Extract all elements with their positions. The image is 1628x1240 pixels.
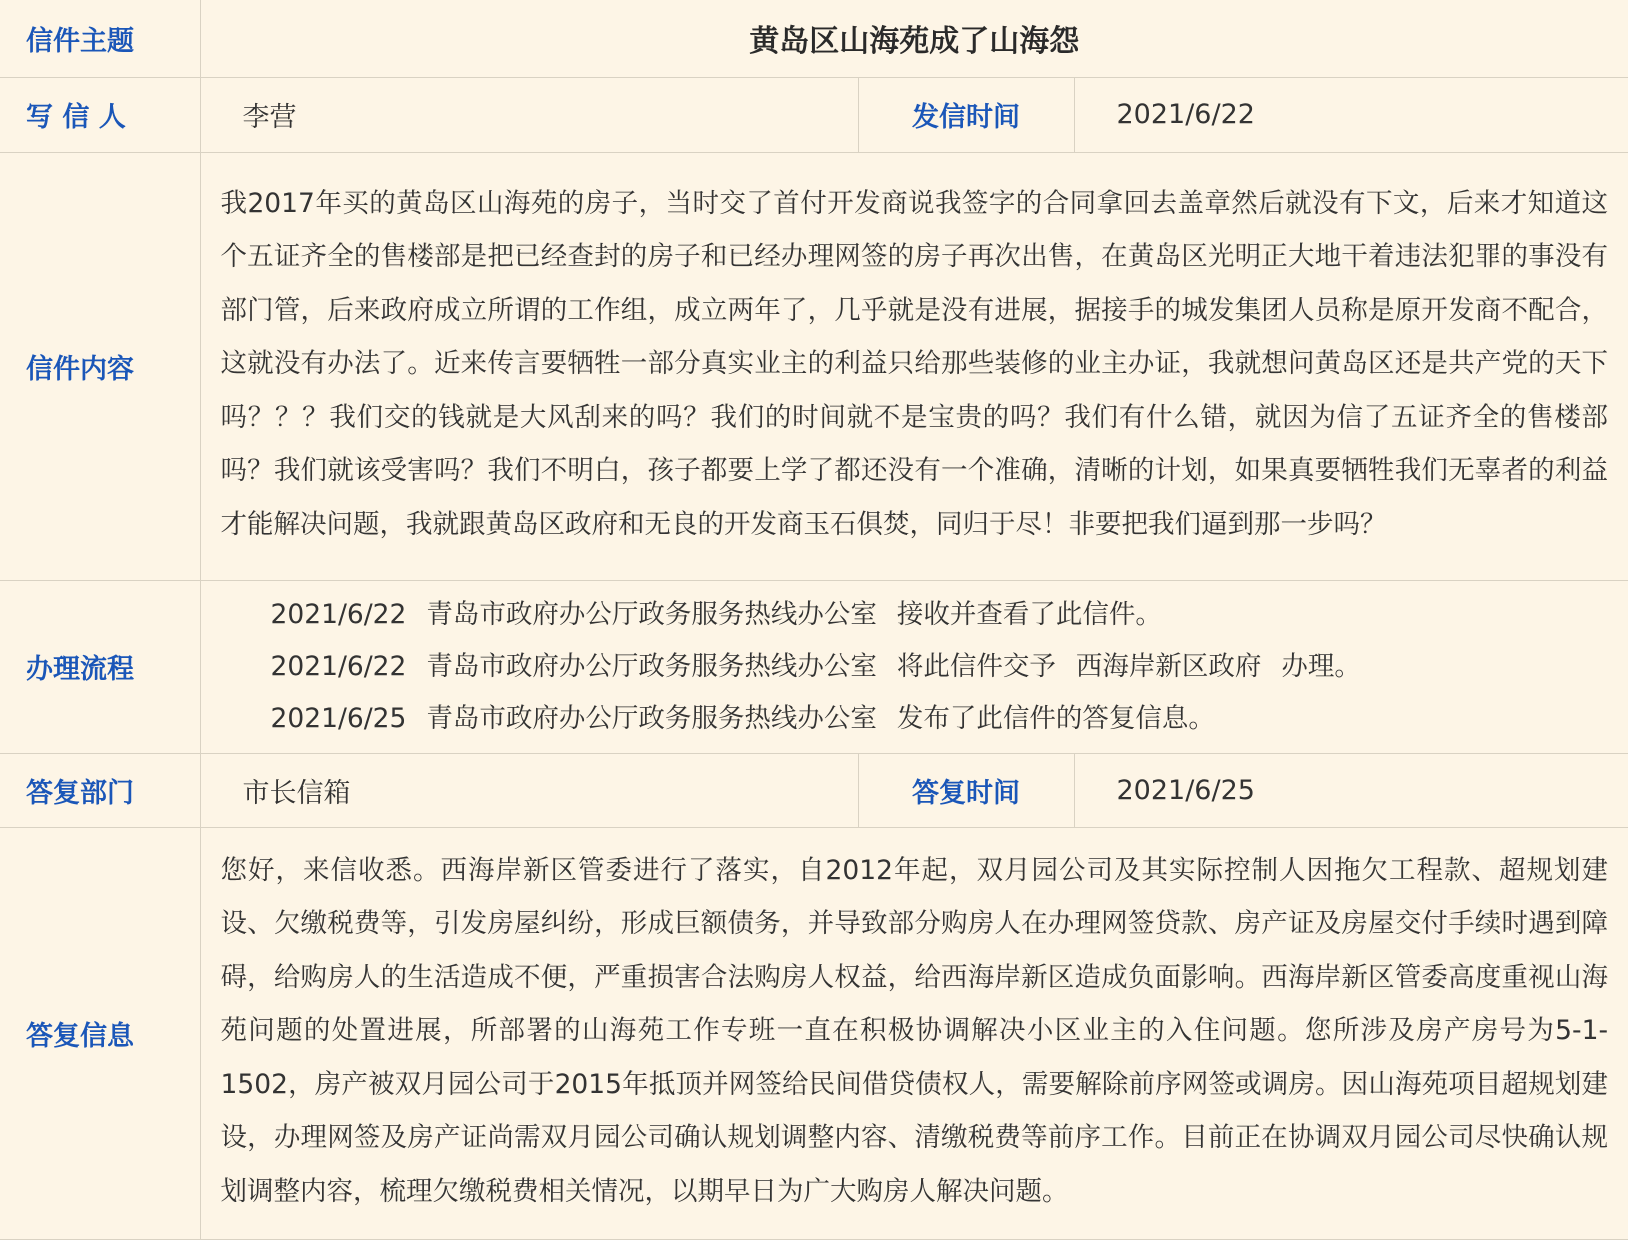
letter-author: 李营 bbox=[200, 77, 858, 152]
reply-info-label: 答复信息 bbox=[0, 827, 200, 1239]
process-date: 2021/6/22 bbox=[271, 651, 407, 682]
process-target: 西海岸新区政府 bbox=[1076, 651, 1262, 682]
process-suffix: 办理。 bbox=[1281, 651, 1361, 682]
process-office: 青岛市政府办公厅政务服务热线办公室 bbox=[426, 703, 877, 734]
process-step bbox=[201, 589, 1628, 641]
reply-dept-label: 答复部门 bbox=[0, 753, 200, 827]
reply-dept: 市长信箱 bbox=[200, 753, 858, 827]
process-list bbox=[200, 580, 1628, 753]
author-label: 写 信 人 bbox=[0, 77, 200, 152]
reply-time: 2021/6/25 bbox=[1074, 753, 1628, 827]
letter-subject: 黄岛区山海苑成了山海怨 bbox=[200, 0, 1628, 77]
subject-label: 信件主题 bbox=[0, 0, 200, 77]
subject-row bbox=[0, 0, 1628, 77]
letter-content: 我2017年买的黄岛区山海苑的房子，当时交了首付开发商说我签字的合同拿回去盖章然后就没有下文，后来才知道这个五证齐全的售楼部是把已经查封的房子和已经办理网签的房子再次出售，在黄岛区光明正大地干着违法犯罪的事没有部门管，后来政府成立所谓的工作组，成立两年了，几乎就是没有进展，据接手的城发集团人员称是原开发商不配合，这就没有办法了。近来传言要牺牲一部分真实业主的利益只给那些装修的业主办证，我就想问黄岛区还是共产党的天下吗？？？我们交的钱就是大风刮来的吗？我们的时间就不是宝贵的吗？我们有什么错，就因为信了五证齐全的售楼部吗？我们就该受害吗？我们不明白，孩子都要上学了都还没有一个准确，清晰的计划，如果真要牺牲我们无辜者的利益才能解决问题，我就跟黄岛区政府和无良的开发商玉石俱焚，同归于尽！非要把我们逼到那一步吗？ bbox=[200, 152, 1628, 580]
letter-sent-time: 2021/6/22 bbox=[1074, 77, 1628, 152]
process-date: 2021/6/25 bbox=[271, 703, 407, 734]
process-office: 青岛市政府办公厅政务服务热线办公室 bbox=[426, 599, 877, 630]
content-row bbox=[0, 152, 1628, 580]
content-label: 信件内容 bbox=[0, 152, 200, 580]
sent-time-label: 发信时间 bbox=[858, 77, 1074, 152]
process-action: 发布了此信件的答复信息。 bbox=[897, 703, 1215, 734]
process-step bbox=[201, 693, 1628, 745]
process-date: 2021/6/22 bbox=[271, 599, 407, 630]
process-row bbox=[0, 580, 1628, 753]
process-action: 将此信件交予 bbox=[897, 651, 1056, 682]
reply-content: 您好，来信收悉。西海岸新区管委进行了落实，自2012年起，双月园公司及其实际控制人因拖欠工程款、超规划建设、欠缴税费等，引发房屋纠纷，形成巨额债务，并导致部分购房人在办理网签贷款、房产证及房屋交付手续时遇到障碍，给购房人的生活造成不便，严重损害合法购房人权益，给西海岸新区造成负面影响。西海岸新区管委高度重视山海苑问题的处置进展，所部署的山海苑工作专班一直在积极协调解决小区业主的入住问题。您所涉及房产房号为5-1-1502，房产被双月园公司于2015年抵顶并网签给民间借贷债权人，需要解除前序网签或调房。因山海苑项目超规划建设，办理网签及房产证尚需双月园公司确认规划调整内容、清缴税费等前序工作。目前正在协调双月园公司尽快确认规划调整内容，梳理欠缴税费相关情况，以期早日为广大购房人解决问题。 bbox=[200, 827, 1628, 1239]
process-action: 接收并查看了此信件。 bbox=[897, 599, 1162, 630]
reply-dept-row bbox=[0, 753, 1628, 827]
process-label: 办理流程 bbox=[0, 580, 200, 753]
process-step bbox=[201, 641, 1628, 693]
process-office: 青岛市政府办公厅政务服务热线办公室 bbox=[426, 651, 877, 682]
reply-info-row bbox=[0, 827, 1628, 1239]
author-row bbox=[0, 77, 1628, 152]
reply-time-label: 答复时间 bbox=[858, 753, 1074, 827]
